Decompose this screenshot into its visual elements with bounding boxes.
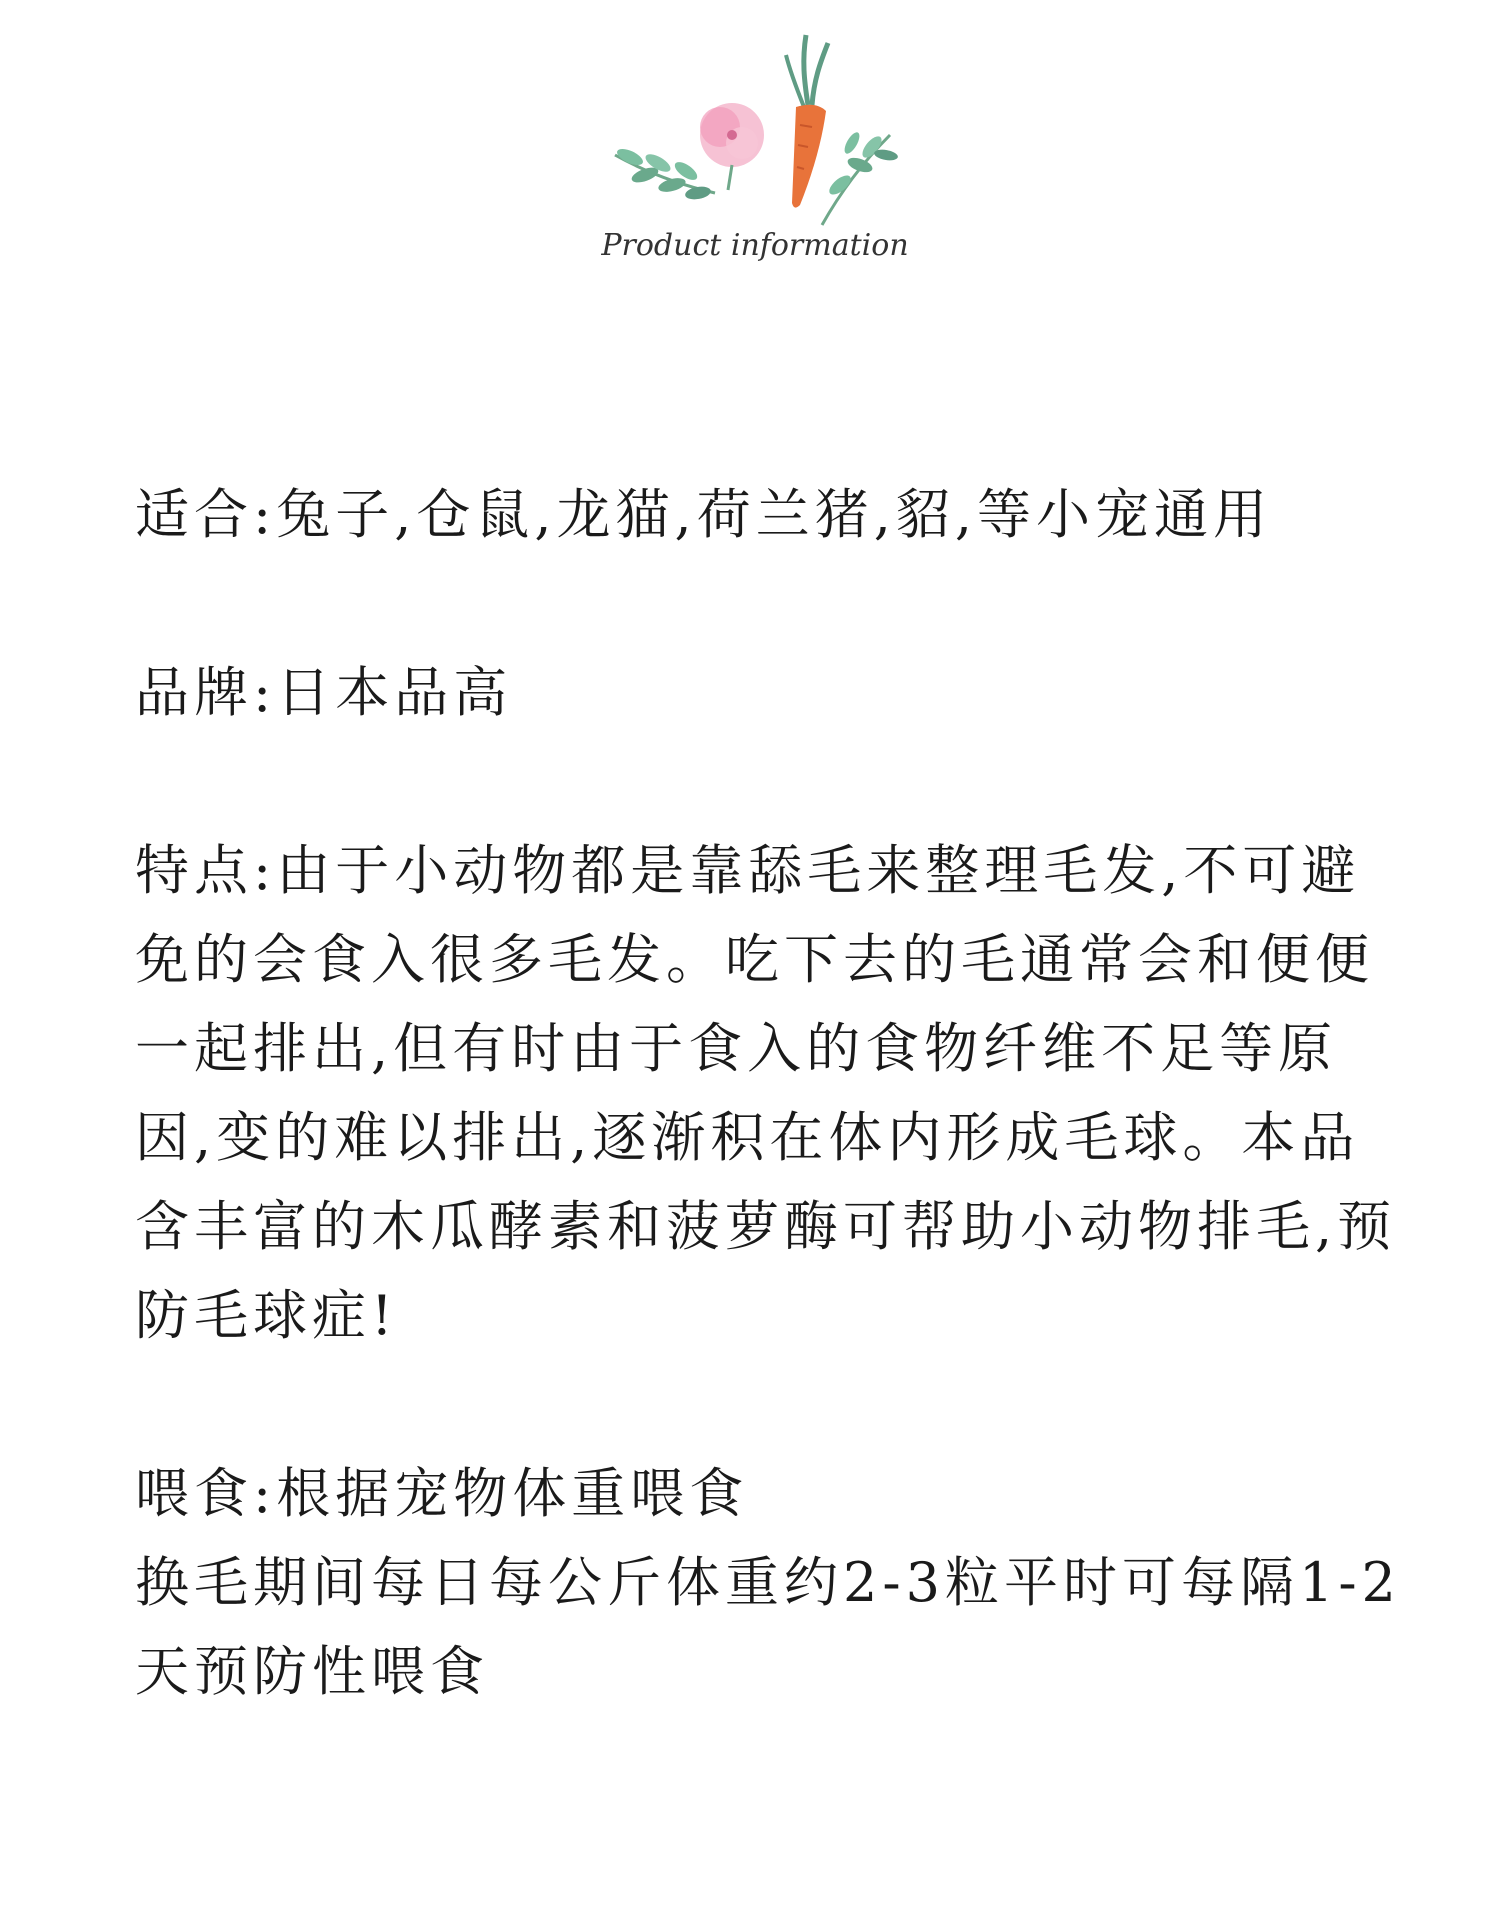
feeding-section bbox=[135, 1449, 1405, 1716]
suitable-pets-text: 适合:兔子,仓鼠,龙猫,荷兰猪,貂,等小宠通用 bbox=[135, 483, 1273, 546]
brand-text: 品牌:日本品高 bbox=[135, 661, 513, 724]
product-info-logo bbox=[590, 25, 920, 295]
product-description bbox=[135, 470, 1405, 1716]
feeding-title-text: 喂食:根据宠物体重喂食 bbox=[135, 1462, 749, 1525]
logo-caption: Product information bbox=[601, 228, 909, 263]
feeding-detail-text: 换毛期间每日每公斤体重约2-3粒平时可每隔1-2天预防性喂食 bbox=[135, 1551, 1401, 1703]
floral-carrot-illustration-icon bbox=[590, 25, 920, 295]
features-text: 特点:由于小动物都是靠舔毛来整理毛发,不可避免的会食入很多毛发。吃下去的毛通常会和便便一起排出,但有时由于食入的食物纤维不足等原因,变的难以排出,逐渐积在体内形成毛球。本品含丰富的木瓜酵素和菠萝酶可帮助小动物排毛,预防毛球症! bbox=[135, 839, 1397, 1347]
